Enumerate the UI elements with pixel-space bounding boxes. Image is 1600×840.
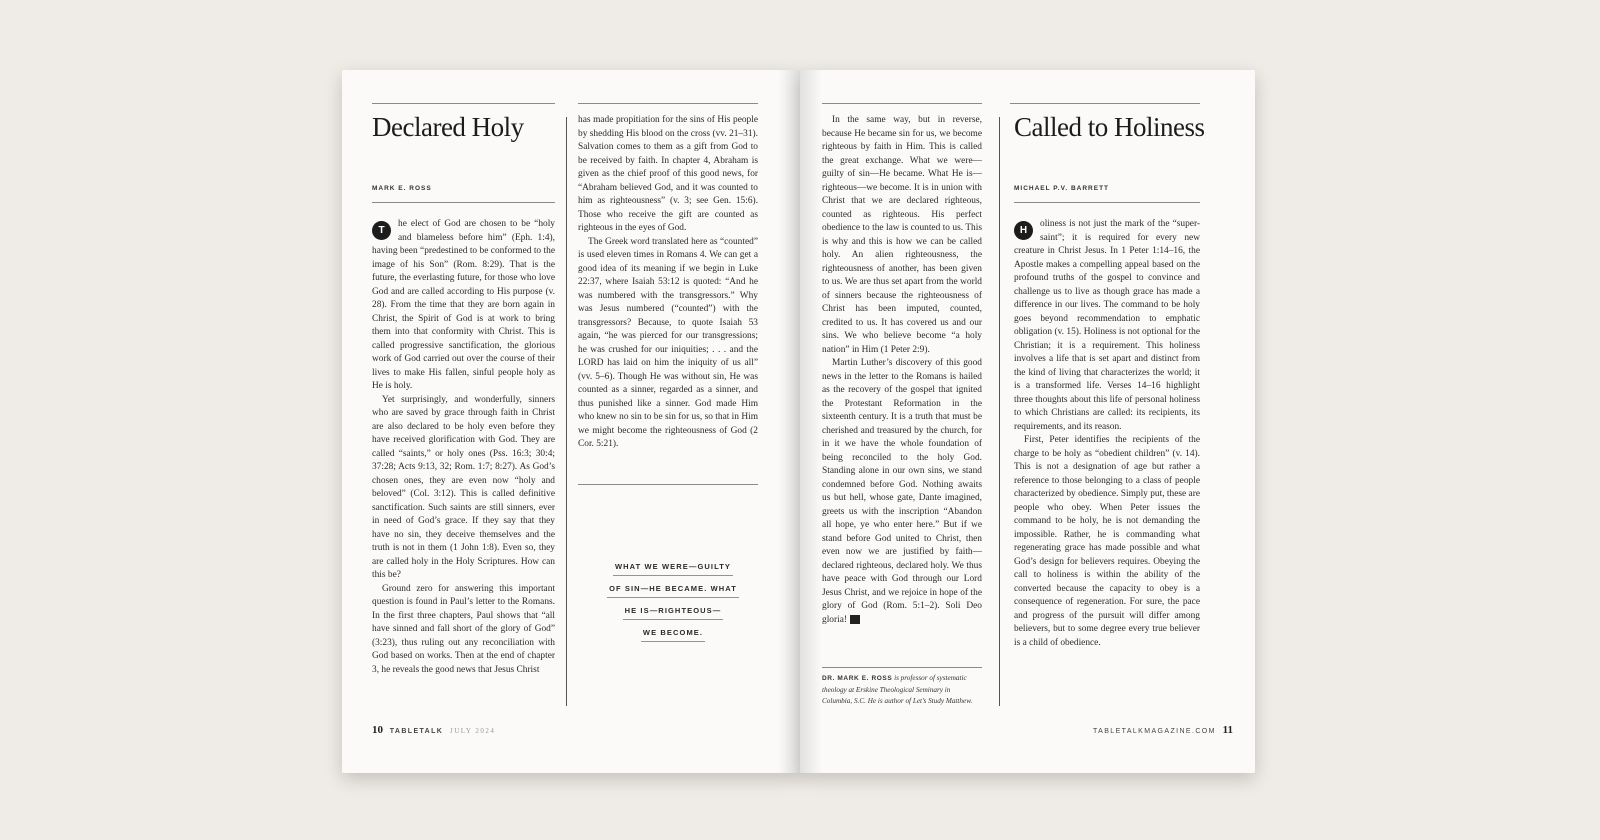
body-paragraph: In the same way, but in reverse, because He became sin for us, we become righteous by faith in Him. This is called the great exchange. What we were—guilty of sin—He became. What He is—righteous—we become. It is in union with Christ that we are declared righteous, counted as righteous. His perfect obedience to the law is counted to us. This is why and this is how we can be called holy. An alien righteousness, the righteousness of another, has been given to us. We are thus set apart from the world of sinners because the righteousness of Christ has been imputed, counted, credited to us. It has covered us and our sins. We who believe become “a holy nation” in Him (1 Peter 2:9). [822, 115, 982, 355]
body-paragraph: The Greek word translated here as “counted” is used eleven times in Romans 4. We can get a good idea of its meaning if we begin in Luke 22:37, where Isaiah 53:12 is quoted: “And he was numbered with the transgressors.” Why was Jesus numbered (“counted”) with the transgressors? Because, to quote Isaiah 53 again, “he was pierced for our transgressions; he was crushed for our iniquities; . . . and the LORD has laid on him the iniquity of us all” (vv. 5–6). Though He was without sin, He was counted as a sinner, regarded as a sinner, and thus punished like a sinner. God made Him who knew no sin to be sin for us, so that in Him we might become the righteousness of God (2 Cor. 5:21). [578, 236, 758, 449]
top-rule [1010, 103, 1200, 104]
dropcap: H [1014, 221, 1033, 240]
issue-date: JULY 2024 [449, 727, 496, 735]
pull-quote-line: OF SIN—HE BECAME. WHAT [607, 581, 739, 598]
author-byline: MICHAEL P.V. BARRETT [1014, 185, 1110, 192]
article-title: Called to Holiness [1014, 112, 1205, 142]
page-gutter-shadow [778, 70, 800, 773]
body-paragraph: T he elect of God are chosen to be “holy and blameless before him” (Eph. 1:4), having been “predestined to be conformed to the image of his Son” (Rom. 8:29). That is the future, the everlasting future, for those who love God and are called according to His purpose (v. 28). From the time that they are born again in Christ, the Spirit of God is at work to bring them into that conformity with Christ. This is called progressive sanctification, the glorious work of God carried out over the course of their lives to make His fallen, sinful people holy as He is holy. [372, 219, 555, 391]
bio-name: DR. MARK E. ROSS [822, 675, 893, 682]
body-column-1 [372, 218, 555, 710]
pull-quote-line: HE IS—RIGHTEOUS— [623, 603, 724, 620]
bio-rule [822, 667, 982, 668]
column-divider [999, 117, 1000, 706]
author-bio [822, 673, 982, 708]
body-column-2 [578, 114, 758, 480]
body-column-3 [822, 114, 982, 646]
byline-rule [372, 202, 555, 203]
article-title: Declared Holy [372, 112, 524, 142]
end-mark-icon: T [850, 615, 860, 624]
magazine-spread [342, 70, 1255, 773]
body-paragraph: has made propitiation for the sins of His people by shedding His blood on the cross (vv. 21–31). Salvation comes to them as a gift from God to be received by faith. In chapter 4, Abraham is given as the chief proof of this good news, for “Abraham believed God, and it was counted to him as righteousness” (v. 3; see Gen. 15:6). Those who receive the gift are counted as righteous in the eyes of God. [578, 115, 758, 233]
byline-rule [1014, 202, 1200, 203]
folio-left [372, 724, 495, 736]
folio-right [1093, 724, 1233, 736]
top-rule [578, 103, 758, 104]
page-gutter-shadow [800, 70, 822, 773]
bio-text: is professor of systematic theology at Erskine Theological Seminary in Columbia, S.C. He is author of Let’s Study Matthew. [822, 674, 973, 705]
body-paragraph: H oliness is not just the mark of the “super-saint”; it is required for every new creature in Christ Jesus. In 1 Peter 1:14–16, the Apostle makes a compelling appeal based on the profound truths of the gospel to convince and challenge us to live as though grace has made a difference in our lives. The command to be holy goes beyond recommendation to emphatic obligation (v. 15). Holiness is not optional for the Christian; it is a requirement. This holiness involves a life that is set apart and distinct from the kind of living that characterizes the world; it is a transformed life. Verses 14–16 highlight three thoughts about this life of personal holiness to which Christians are called: its recipients, its requirements, and its reason. [1014, 219, 1200, 432]
magazine-website: TABLETALKMAGAZINE.COM [1093, 728, 1216, 735]
body-paragraph: Yet surprisingly, and wonderfully, sinners who are saved by grace through faith in Christ are also declared to be holy even before they have received glorification with God. They are called “saints,” or holy ones (Pss. 16:3; 30:4; 37:28; Acts 9:13, 32; Rom. 1:7; 8:27). As God’s chosen ones, they are even now “holy and beloved” (Col. 3:12). This is called definitive sanctification. Such saints are still sinners, ever in need of God’s grace. If they say that they have no sin, they deceive themselves and the truth is not in them (1 John 1:8). Even so, they are called holy in the Holy Scriptures. How can this be? [372, 394, 555, 580]
dropcap: T [372, 221, 391, 240]
pull-quote [604, 559, 742, 647]
top-rule [372, 103, 555, 104]
pull-quote-line: WE BECOME. [641, 625, 705, 642]
pull-quote-line: WHAT WE WERE—GUILTY [613, 559, 733, 576]
left-page [342, 70, 800, 773]
body-column-4 [1014, 218, 1200, 710]
column-divider [566, 117, 567, 706]
column-end-rule [578, 484, 758, 485]
body-paragraph: First, Peter identifies the recipients of the charge to be holy as “obedient children” (v. 14). This is not a designation of age but rather a reference to those belonging to a class of people characterized by obedience. Simply put, these are people who obey. When Peter issues the command to be holy, he is not demanding the impossible. Rather, he is commanding what regenerating grace has made possible and what God’s design for believers requires. Obeying the call to holiness is within the ability of the converted because the capacity to obey is a consequence of regeneration. For sure, the pace and progress of the pursuit will differ among believers, but to some degree every true believer is a child of obedience. [1014, 435, 1200, 648]
body-paragraph: Martin Luther’s discovery of this good news in the letter to the Romans is hailed as the recovery of the gospel that ignited the Protestant Reformation in the sixteenth century. It is a truth that must be cherished and treasured by the church, for in it we have the whole foundation of being reconciled to the holy God. Standing alone in our own sins, we stand condemned before God. Nothing awaits us but hell, whose gate, Dante imagined, greets us with the inscription “Abandon all hope, ye who enter here.” But if we stand before God united to Christ, then even now we are justified by faith—declared righteous, declared holy. We thus have peace with God through our Lord Jesus Christ, and we rejoice in hope of the glory of God (Rom. 5:1–2). Soli Deo gloria! T [822, 358, 982, 625]
page-number: 11 [1222, 724, 1233, 736]
top-rule [822, 103, 982, 104]
magazine-name: TABLETALK [389, 728, 444, 735]
body-paragraph: Ground zero for answering this important question is found in Paul’s letter to the Romans. In the first three chapters, Paul shows that “all have sinned and fall short of the glory of God” (3:23), thus ruling out any reconciliation with God based on works. Then at the end of chapter 3, he reveals the good news that Jesus Christ [372, 583, 555, 675]
right-page [800, 70, 1255, 773]
page-number: 10 [372, 724, 383, 736]
author-byline: MARK E. ROSS [372, 185, 432, 192]
